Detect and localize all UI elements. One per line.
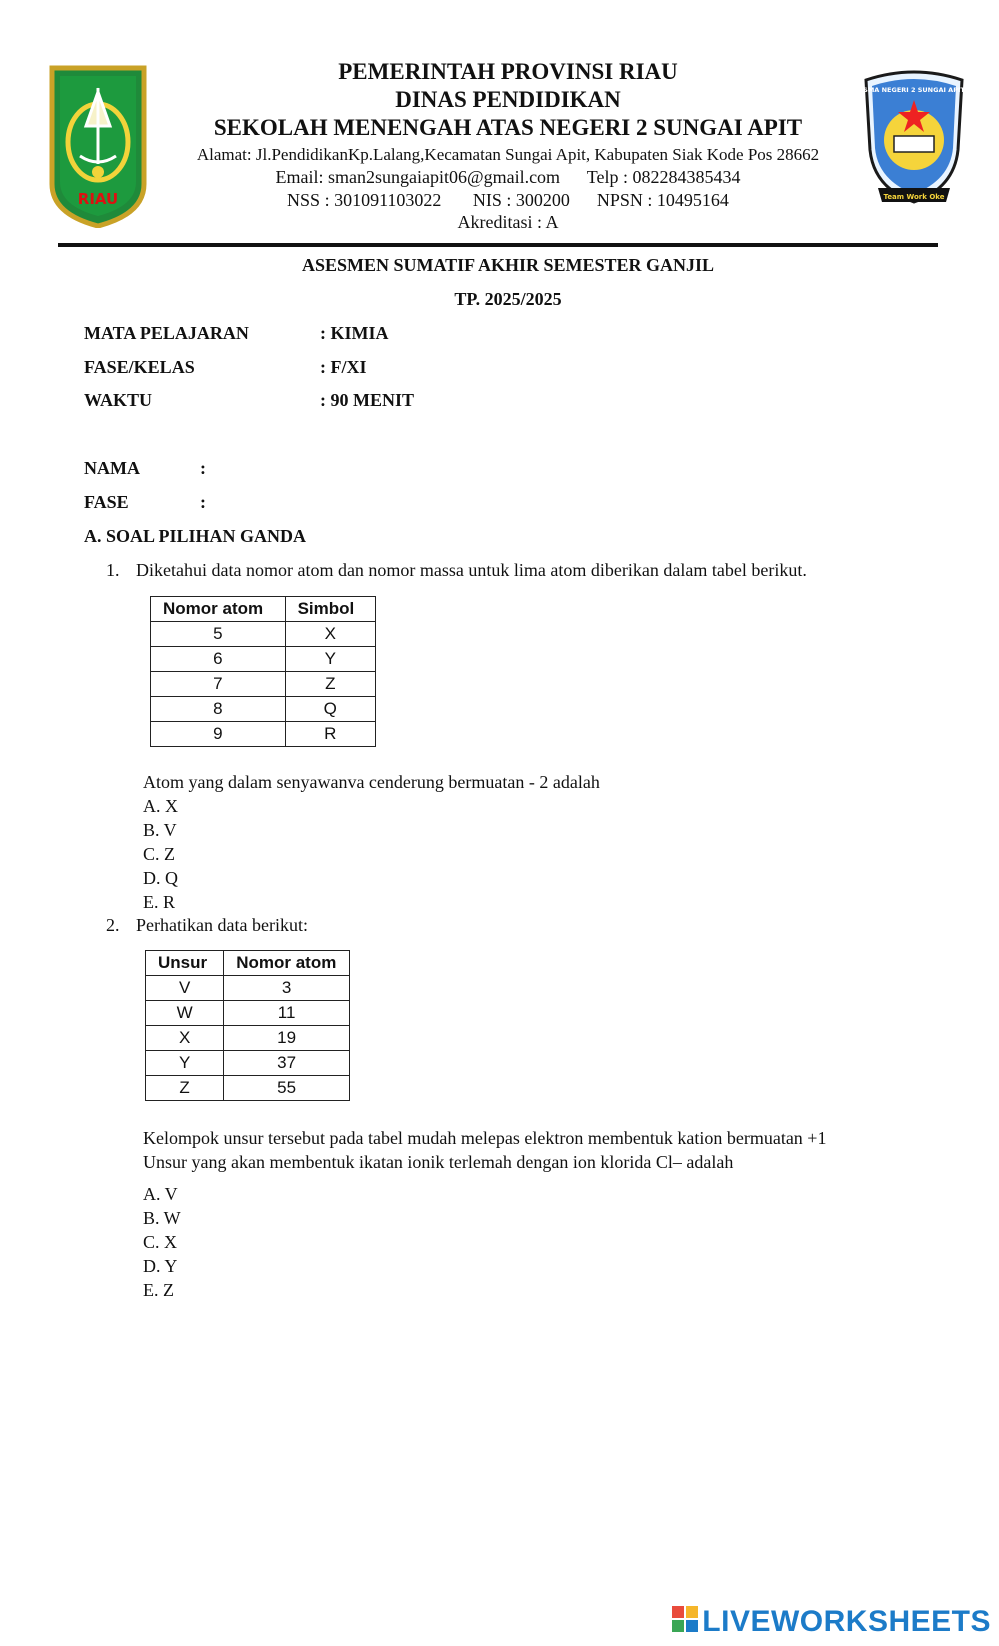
table-cell: Q xyxy=(285,697,375,722)
time-label: WAKTU xyxy=(84,390,153,410)
header-ids: NSS : 301091103022 NIS : 300200 NPSN : 10495164 xyxy=(287,190,729,210)
table-cell: W xyxy=(146,1001,224,1026)
table-cell: R xyxy=(285,722,375,747)
question-2-prompt-1: Kelompok unsur tersebut pada tabel mudah melepas elektron membentuk kation bermuatan +1 xyxy=(143,1128,827,1148)
table-header: Nomor atom xyxy=(224,951,350,976)
table-row xyxy=(146,1001,350,1026)
riau-logo-label: RIAU xyxy=(77,190,119,208)
table-row xyxy=(146,1051,350,1076)
name-label: NAMA xyxy=(84,458,140,478)
table-cell: Y xyxy=(146,1051,224,1076)
question-2-option-b[interactable]: B. W xyxy=(143,1208,181,1228)
fase-label: FASE xyxy=(84,492,129,512)
section-title: A. SOAL PILIHAN GANDA xyxy=(84,526,307,546)
question-2-prompt-2: Unsur yang akan membentuk ikatan ionik terlemah dengan ion klorida Cl– adalah xyxy=(143,1152,734,1172)
header-accreditation: Akreditasi : A xyxy=(457,212,559,232)
table-row xyxy=(146,1026,350,1051)
table-header: Simbol xyxy=(285,597,375,622)
table-cell: 7 xyxy=(151,672,286,697)
table-cell: 11 xyxy=(224,1001,350,1026)
table-cell: 19 xyxy=(224,1026,350,1051)
question-2-option-d[interactable]: D. Y xyxy=(143,1256,178,1276)
header-department: DINAS PENDIDIKAN xyxy=(395,87,621,112)
table-cell: Z xyxy=(146,1076,224,1101)
table-cell: 6 xyxy=(151,647,286,672)
table-row xyxy=(146,976,350,1001)
table-cell: 8 xyxy=(151,697,286,722)
table-cell: 37 xyxy=(224,1051,350,1076)
exam-title: ASESMEN SUMATIF AKHIR SEMESTER GANJIL xyxy=(301,255,715,275)
table-row xyxy=(151,722,376,747)
subject-value: : KIMIA xyxy=(320,323,389,343)
question-1-option-a[interactable]: A. X xyxy=(143,796,178,816)
phase-label: FASE/KELAS xyxy=(84,357,195,377)
header-contact: Email: sman2sungaiapit06@gmail.com Telp : 082284385434 xyxy=(275,167,741,187)
question-1-prompt: Atom yang dalam senyawanva cenderung bermuatan - 2 adalah xyxy=(143,772,600,792)
header-address: Alamat: Jl.PendidikanKp.Lalang,Kecamatan Sungai Apit, Kabupaten Siak Kode Pos 28662 xyxy=(196,145,820,164)
school-logo-motto: Team Work Oke xyxy=(883,193,945,201)
exam-year: TP. 2025/2025 xyxy=(454,289,562,309)
question-2-text: Perhatikan data berikut: xyxy=(136,915,308,935)
fase-colon: : xyxy=(200,492,206,512)
liveworksheets-label: LIVEWORKSHEETS xyxy=(702,1605,991,1638)
table-header: Unsur xyxy=(146,951,224,976)
table-cell: V xyxy=(146,976,224,1001)
phase-value: : F/XI xyxy=(320,357,367,377)
liveworksheets-brand[interactable] xyxy=(672,1605,991,1640)
question-1-table xyxy=(150,596,376,747)
question-1-option-b[interactable]: B. V xyxy=(143,820,177,840)
header-divider xyxy=(58,243,938,247)
table-row xyxy=(146,1076,350,1101)
table-cell: 9 xyxy=(151,722,286,747)
name-colon: : xyxy=(200,458,206,478)
school-logo-name: SMA NEGERI 2 SUNGAI APIT xyxy=(863,86,965,94)
question-1-text: Diketahui data nomor atom dan nomor massa untuk lima atom diberikan dalam tabel berikut. xyxy=(136,560,807,580)
question-2-number: 2. xyxy=(106,915,120,935)
table-cell: X xyxy=(285,622,375,647)
table-cell: Z xyxy=(285,672,375,697)
header-government: PEMERINTAH PROVINSI RIAU xyxy=(338,59,678,84)
liveworksheets-logo-icon xyxy=(672,1606,698,1640)
table-row xyxy=(151,622,376,647)
table-header: Nomor atom xyxy=(151,597,286,622)
header-school-name: SEKOLAH MENENGAH ATAS NEGERI 2 SUNGAI APIT xyxy=(213,115,803,140)
question-1-number: 1. xyxy=(106,560,120,580)
table-row xyxy=(151,647,376,672)
table-cell: 3 xyxy=(224,976,350,1001)
table-cell: X xyxy=(146,1026,224,1051)
table-cell: Y xyxy=(285,647,375,672)
question-2-table xyxy=(145,950,350,1101)
time-value: : 90 MENIT xyxy=(320,390,414,410)
question-1-option-c[interactable]: C. Z xyxy=(143,844,176,864)
question-2-option-e[interactable]: E. Z xyxy=(143,1280,174,1300)
table-cell: 5 xyxy=(151,622,286,647)
question-2-option-c[interactable]: C. X xyxy=(143,1232,178,1252)
table-row xyxy=(151,672,376,697)
question-1-option-d[interactable]: D. Q xyxy=(143,868,178,888)
question-1-option-e[interactable]: E. R xyxy=(143,892,176,912)
table-row xyxy=(151,697,376,722)
table-cell: 55 xyxy=(224,1076,350,1101)
subject-label: MATA PELAJARAN xyxy=(84,323,249,343)
question-2-option-a[interactable]: A. V xyxy=(143,1184,178,1204)
